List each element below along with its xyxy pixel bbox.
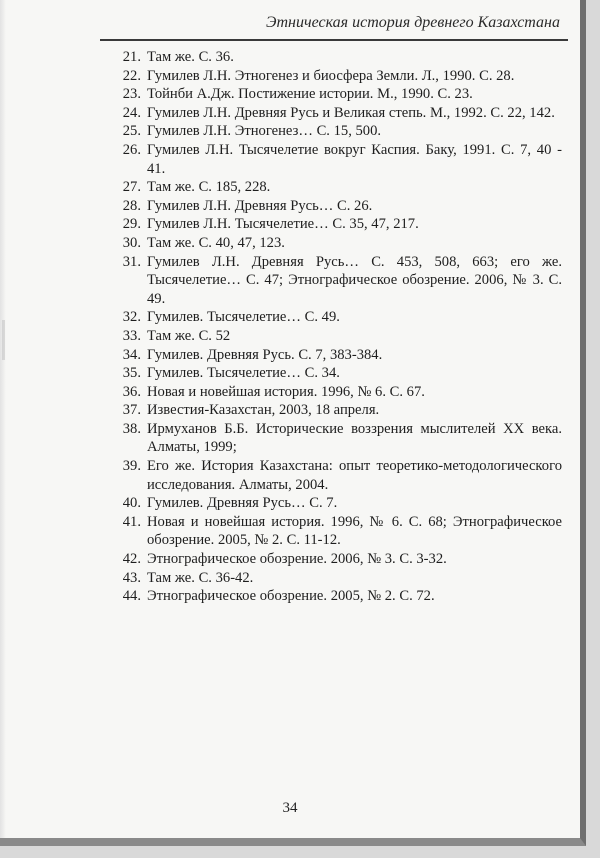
endnote-number: 26. [122, 141, 141, 158]
endnote-text: Известия-Казахстан, 2003, 18 апреля. [147, 402, 380, 419]
endnote-text: Гумилев Л.Н. Этногенез и биосфера Земли. Л., 1990. С. 28. [147, 67, 515, 84]
endnote-item [110, 85, 562, 104]
endnote-text: Гумилев. Тысячелетие… С. 49. [147, 309, 340, 326]
endnote-text: Этнографическое обозрение. 2005, № 2. С. 72. [147, 588, 435, 605]
endnote-number: 25. [122, 123, 141, 140]
endnote-number: 23. [122, 86, 141, 103]
endnote-number: 21. [122, 49, 141, 65]
endnote-number: 42. [122, 551, 141, 568]
endnote-number: 24. [122, 104, 141, 121]
endnote-text: Там же. С. 36. [147, 49, 234, 65]
endnote-text: Ирмуханов Б.Б. Исторические воззрения мыслителей XX века. Алматы, 1999; [147, 420, 562, 456]
endnote-item [110, 215, 562, 234]
endnote-item [110, 513, 562, 550]
endnote-text: Новая и новейшая история. 1996, № 6. С. 68; Этнографическое обозрение. 2005, № 2. С. 11-12. [147, 513, 562, 549]
endnote-item [110, 587, 562, 606]
endnote-text: Гумилев. Тысячелетие… С. 34. [147, 365, 340, 382]
endnote-text: Там же. С. 185, 228. [147, 179, 271, 196]
endnote-item [110, 569, 562, 588]
endnote-text: Этнографическое обозрение. 2006, № 3. С. 3-32. [147, 551, 447, 568]
endnote-number: 34. [122, 346, 141, 363]
endnote-item [110, 346, 562, 365]
endnote-number: 38. [122, 420, 141, 437]
page-gutter-shadow [0, 0, 6, 838]
endnote-text: Там же. С. 36-42. [147, 569, 254, 586]
endnote-item [110, 364, 562, 383]
endnote-number: 37. [122, 402, 141, 419]
endnote-text: Новая и новейшая история. 1996, № 6. С. 67. [147, 383, 425, 400]
endnote-number: 32. [122, 309, 141, 326]
endnote-item [110, 197, 562, 216]
endnote-number: 27. [122, 179, 141, 196]
endnote-item [110, 550, 562, 569]
endnote-text: Тойнби А.Дж. Постижение истории. М., 1990. С. 23. [147, 86, 473, 103]
endnote-number: 22. [122, 67, 141, 84]
endnote-text: Гумилев Л.Н. Тысячелетие вокруг Каспия. Баку, 1991. С. 7, 40 - 41. [147, 141, 562, 177]
endnote-item [110, 327, 562, 346]
endnote-number: 41. [122, 513, 141, 530]
endnote-item [110, 253, 562, 309]
endnote-text: Гумилев. Древняя Русь… С. 7. [147, 495, 338, 512]
endnote-text: Гумилев Л.Н. Древняя Русь и Великая степь. М., 1992. С. 22, 142. [147, 104, 555, 121]
endnotes-list [110, 48, 562, 606]
endnote-item [110, 122, 562, 141]
endnote-number: 33. [122, 327, 141, 344]
endnote-text: Его же. История Казахстана: опыт теоретико-методологического исследования. Алматы, 2004. [147, 458, 562, 493]
endnote-number: 28. [122, 197, 141, 214]
endnote-number: 35. [122, 365, 141, 382]
endnote-number: 44. [122, 588, 141, 605]
endnote-item [110, 48, 562, 67]
endnote-item [110, 141, 562, 178]
endnote-number: 30. [122, 234, 141, 251]
running-header [100, 0, 568, 42]
endnote-text: Гумилев Л.Н. Этногенез… С. 15, 500. [147, 123, 382, 140]
endnote-text: Гумилев Л.Н. Древняя Русь… С. 453, 508, 663; его же. Тысячелетие… С. 47; Этнографическое обозрение. 2006, № 3. С. 49. [147, 253, 562, 307]
endnote-number: 40. [122, 495, 141, 512]
endnote-item [110, 234, 562, 253]
endnote-text: Там же. С. 52 [147, 327, 231, 344]
endnote-item [110, 494, 562, 513]
running-header-title: Этническая история древнего Казахстана [266, 14, 560, 31]
endnote-item [110, 383, 562, 402]
endnote-text: Там же. С. 40, 47, 123. [147, 234, 285, 251]
endnote-item [110, 308, 562, 327]
endnote-number: 31. [122, 253, 141, 270]
endnote-text: Гумилев. Древняя Русь. С. 7, 383-384. [147, 346, 383, 363]
endnote-item [110, 104, 562, 123]
endnote-text: Гумилев Л.Н. Древняя Русь… С. 26. [147, 197, 373, 214]
endnote-item [110, 67, 562, 86]
endnote-number: 36. [122, 383, 141, 400]
scan-smudge [2, 320, 5, 360]
endnote-item [110, 420, 562, 457]
page-number: 34 [282, 800, 298, 816]
endnote-number: 29. [122, 216, 141, 233]
endnote-number: 39. [122, 458, 141, 475]
endnote-item [110, 178, 562, 197]
endnote-number: 43. [122, 569, 141, 586]
endnote-item [110, 401, 562, 420]
endnote-item [110, 457, 562, 494]
endnote-text: Гумилев Л.Н. Тысячелетие… С. 35, 47, 217. [147, 216, 419, 233]
header-rule [100, 39, 568, 41]
